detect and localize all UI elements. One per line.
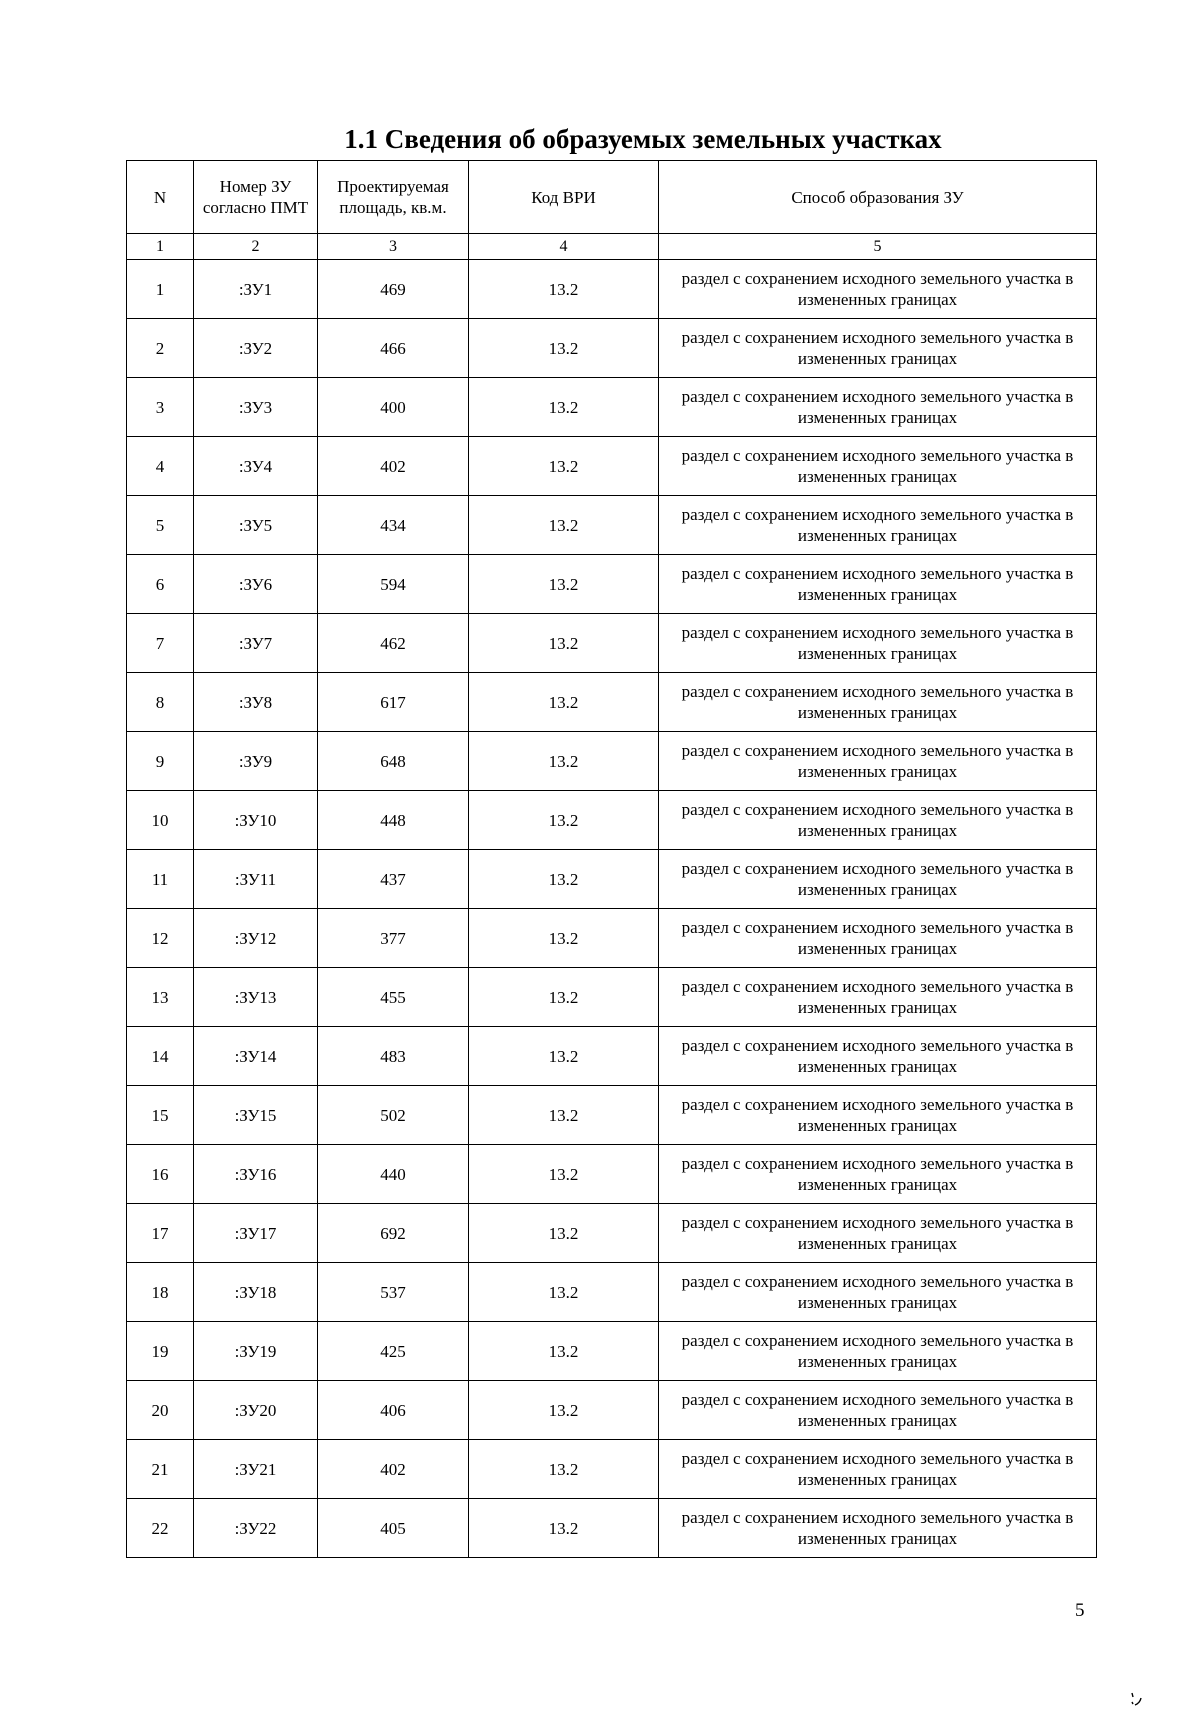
- table-row: [127, 791, 1097, 850]
- row-number: 8: [127, 673, 194, 732]
- formation-method: раздел с сохранением исходного земельного участка в измененных границах: [659, 1499, 1097, 1558]
- row-number: 20: [127, 1381, 194, 1440]
- area-value: 462: [318, 614, 469, 673]
- row-number: 19: [127, 1322, 194, 1381]
- zu-number: :ЗУ22: [194, 1499, 318, 1558]
- vri-code: 13.2: [469, 496, 659, 555]
- formation-method: раздел с сохранением исходного земельного участка в измененных границах: [659, 1086, 1097, 1145]
- row-number: 5: [127, 496, 194, 555]
- area-value: 402: [318, 437, 469, 496]
- vri-code: 13.2: [469, 791, 659, 850]
- zu-number: :ЗУ11: [194, 850, 318, 909]
- area-value: 434: [318, 496, 469, 555]
- table-row: [127, 1440, 1097, 1499]
- formation-method: раздел с сохранением исходного земельного участка в измененных границах: [659, 1263, 1097, 1322]
- zu-number: :ЗУ13: [194, 968, 318, 1027]
- area-value: 440: [318, 1145, 469, 1204]
- zu-number: :ЗУ7: [194, 614, 318, 673]
- vri-code: 13.2: [469, 1204, 659, 1263]
- table-row: [127, 614, 1097, 673]
- zu-number: :ЗУ14: [194, 1027, 318, 1086]
- row-number: 2: [127, 319, 194, 378]
- area-value: 425: [318, 1322, 469, 1381]
- row-number: 4: [127, 437, 194, 496]
- header-method: Способ образования ЗУ: [659, 161, 1097, 234]
- page-number: 5: [1075, 1600, 1085, 1621]
- page-title: 1.1 Сведения об образуемых земельных участках: [344, 124, 942, 154]
- land-plots-table: [126, 160, 1097, 1558]
- formation-method: раздел с сохранением исходного земельного участка в измененных границах: [659, 1381, 1097, 1440]
- area-value: 594: [318, 555, 469, 614]
- table-row: [127, 732, 1097, 791]
- area-value: 692: [318, 1204, 469, 1263]
- zu-number: :ЗУ18: [194, 1263, 318, 1322]
- formation-method: раздел с сохранением исходного земельного участка в измененных границах: [659, 260, 1097, 319]
- row-number: 10: [127, 791, 194, 850]
- zu-number: :ЗУ6: [194, 555, 318, 614]
- vri-code: 13.2: [469, 1440, 659, 1499]
- area-value: 402: [318, 1440, 469, 1499]
- vri-code: 13.2: [469, 1381, 659, 1440]
- area-value: 405: [318, 1499, 469, 1558]
- vri-code: 13.2: [469, 319, 659, 378]
- formation-method: раздел с сохранением исходного земельного участка в измененных границах: [659, 1027, 1097, 1086]
- zu-number: :ЗУ8: [194, 673, 318, 732]
- formation-method: раздел с сохранением исходного земельного участка в измененных границах: [659, 378, 1097, 437]
- row-number: 1: [127, 260, 194, 319]
- table-row: [127, 378, 1097, 437]
- vri-code: 13.2: [469, 850, 659, 909]
- table-row: [127, 1499, 1097, 1558]
- vri-code: 13.2: [469, 968, 659, 1027]
- zu-number: :ЗУ21: [194, 1440, 318, 1499]
- table-row: [127, 260, 1097, 319]
- column-number: 1: [127, 234, 194, 260]
- formation-method: раздел с сохранением исходного земельного участка в измененных границах: [659, 1145, 1097, 1204]
- row-number: 12: [127, 909, 194, 968]
- vri-code: 13.2: [469, 673, 659, 732]
- formation-method: раздел с сохранением исходного земельного участка в измененных границах: [659, 909, 1097, 968]
- header-zu-number: Номер ЗУ согласно ПМТ: [194, 161, 318, 234]
- vri-code: 13.2: [469, 1145, 659, 1204]
- vri-code: 13.2: [469, 1027, 659, 1086]
- header-n: N: [127, 161, 194, 234]
- zu-number: :ЗУ20: [194, 1381, 318, 1440]
- table-row: [127, 319, 1097, 378]
- vri-code: 13.2: [469, 614, 659, 673]
- area-value: 469: [318, 260, 469, 319]
- row-number: 6: [127, 555, 194, 614]
- area-value: 617: [318, 673, 469, 732]
- vri-code: 13.2: [469, 1086, 659, 1145]
- zu-number: :ЗУ16: [194, 1145, 318, 1204]
- formation-method: раздел с сохранением исходного земельного участка в измененных границах: [659, 968, 1097, 1027]
- formation-method: раздел с сохранением исходного земельного участка в измененных границах: [659, 850, 1097, 909]
- row-number: 16: [127, 1145, 194, 1204]
- zu-number: :ЗУ1: [194, 260, 318, 319]
- table-row: [127, 1322, 1097, 1381]
- row-number: 9: [127, 732, 194, 791]
- vri-code: 13.2: [469, 732, 659, 791]
- table-body: [127, 260, 1097, 1558]
- scan-mark-icon: [1130, 1692, 1144, 1706]
- table-row: [127, 1263, 1097, 1322]
- area-value: 502: [318, 1086, 469, 1145]
- row-number: 13: [127, 968, 194, 1027]
- row-number: 14: [127, 1027, 194, 1086]
- formation-method: раздел с сохранением исходного земельного участка в измененных границах: [659, 1322, 1097, 1381]
- table-row: [127, 968, 1097, 1027]
- table-row: [127, 1381, 1097, 1440]
- table-row: [127, 850, 1097, 909]
- column-number: 2: [194, 234, 318, 260]
- header-vri-code: Код ВРИ: [469, 161, 659, 234]
- formation-method: раздел с сохранением исходного земельного участка в измененных границах: [659, 319, 1097, 378]
- zu-number: :ЗУ4: [194, 437, 318, 496]
- table-row: [127, 909, 1097, 968]
- zu-number: :ЗУ9: [194, 732, 318, 791]
- area-value: 400: [318, 378, 469, 437]
- area-value: 537: [318, 1263, 469, 1322]
- area-value: 466: [318, 319, 469, 378]
- vri-code: 13.2: [469, 909, 659, 968]
- area-value: 483: [318, 1027, 469, 1086]
- table-row: [127, 1086, 1097, 1145]
- column-number: 4: [469, 234, 659, 260]
- formation-method: раздел с сохранением исходного земельного участка в измененных границах: [659, 673, 1097, 732]
- zu-number: :ЗУ3: [194, 378, 318, 437]
- row-number: 17: [127, 1204, 194, 1263]
- formation-method: раздел с сохранением исходного земельного участка в измененных границах: [659, 614, 1097, 673]
- formation-method: раздел с сохранением исходного земельного участка в измененных границах: [659, 1204, 1097, 1263]
- row-number: 3: [127, 378, 194, 437]
- zu-number: :ЗУ10: [194, 791, 318, 850]
- row-number: 11: [127, 850, 194, 909]
- area-value: 437: [318, 850, 469, 909]
- row-number: 18: [127, 1263, 194, 1322]
- zu-number: :ЗУ15: [194, 1086, 318, 1145]
- column-number: 3: [318, 234, 469, 260]
- table-row: [127, 1204, 1097, 1263]
- table-row: [127, 1145, 1097, 1204]
- table-header-row: [127, 161, 1097, 234]
- zu-number: :ЗУ17: [194, 1204, 318, 1263]
- header-area: Проектируемая площадь, кв.м.: [318, 161, 469, 234]
- column-number: 5: [659, 234, 1097, 260]
- area-value: 406: [318, 1381, 469, 1440]
- zu-number: :ЗУ5: [194, 496, 318, 555]
- vri-code: 13.2: [469, 555, 659, 614]
- row-number: 21: [127, 1440, 194, 1499]
- area-value: 455: [318, 968, 469, 1027]
- vri-code: 13.2: [469, 1499, 659, 1558]
- zu-number: :ЗУ2: [194, 319, 318, 378]
- zu-number: :ЗУ12: [194, 909, 318, 968]
- row-number: 7: [127, 614, 194, 673]
- column-number-row: [127, 234, 1097, 260]
- table-row: [127, 1027, 1097, 1086]
- formation-method: раздел с сохранением исходного земельного участка в измененных границах: [659, 791, 1097, 850]
- vri-code: 13.2: [469, 378, 659, 437]
- table-row: [127, 496, 1097, 555]
- formation-method: раздел с сохранением исходного земельного участка в измененных границах: [659, 732, 1097, 791]
- formation-method: раздел с сохранением исходного земельного участка в измененных границах: [659, 496, 1097, 555]
- area-value: 648: [318, 732, 469, 791]
- vri-code: 13.2: [469, 1322, 659, 1381]
- area-value: 448: [318, 791, 469, 850]
- formation-method: раздел с сохранением исходного земельного участка в измененных границах: [659, 555, 1097, 614]
- row-number: 22: [127, 1499, 194, 1558]
- formation-method: раздел с сохранением исходного земельного участка в измененных границах: [659, 1440, 1097, 1499]
- table-row: [127, 673, 1097, 732]
- vri-code: 13.2: [469, 1263, 659, 1322]
- row-number: 15: [127, 1086, 194, 1145]
- table-row: [127, 437, 1097, 496]
- zu-number: :ЗУ19: [194, 1322, 318, 1381]
- formation-method: раздел с сохранением исходного земельного участка в измененных границах: [659, 437, 1097, 496]
- area-value: 377: [318, 909, 469, 968]
- vri-code: 13.2: [469, 437, 659, 496]
- table-row: [127, 555, 1097, 614]
- vri-code: 13.2: [469, 260, 659, 319]
